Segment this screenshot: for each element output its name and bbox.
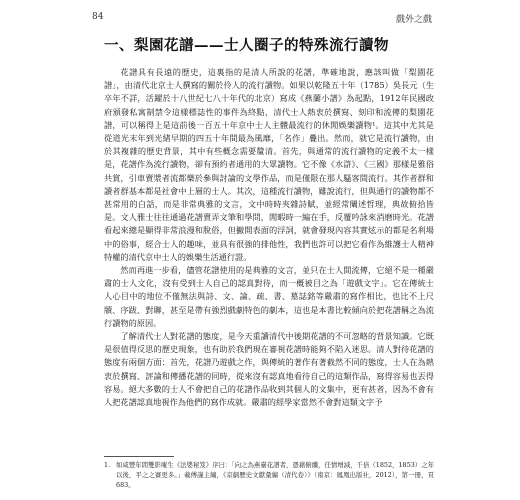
footnote (104, 460, 434, 490)
page-header (92, 12, 432, 26)
paragraph-3: 了解清代士人對花譜的態度，是今天重讀清代中後期花譜的不可忽略的背景知識。它既是很值得反思的歷史現象，也有助於我們現在審視花譜時能夠不陷入迷思。清人對待花譜的態度有兩個方面：首先，花譜乃遊戲之作，與傳統的著作有著截然不同的態度，士人在為熱衷於撰寫、評論和傳播花譜的同時，從來沒有認真地看待自己的這類作品，寫得容易也丟得容易。絕大多數的士人不會把自己的花譜作品收到其個人的文集中，更有甚者，因為不會有人把花譜認真地視作為他們的寫作成就。嚴肅的經學家當然不會對這類文字予 (104, 331, 434, 408)
running-title: 戲外之戲 (395, 15, 432, 25)
footnote-text: 如咸豐年間雙影庵生《法嬰秘笈》序曰：「向之為燕臺花譜者，憑藉俯纖，任情增減，千倍（1852，1853）之年以後，平之之賽更多。」載傅謹主編，《京劇歷史文獻彙編（清代卷）》（南京：鳳凰出版社，2012），第一冊，頁683。 (116, 461, 434, 489)
paragraph-2: 然而再進一步看，儘管花譜使用的是典雅的文言，並只在士人間流傳，它絕不是一種嚴肅的士人文化，沒有受到士人自己的認真對待，而一概被目之為「遊戲文字」。它在傳統士人心目中的地位不僅無法與詩、文、論、疏、書、墓誌銘等嚴肅的寫作相比，也比不上尺牘、序跋、對聯，甚至是帶有強烈戲劇特色的劇本，這也是本書比較傾向於把花譜稱之為流行讀物的原因。 (104, 265, 434, 328)
paragraph-1: 花譜具有長遠的歷史，這裏指的是清人所說的花譜，準確地說，應該叫做「梨園花譜」，由清代北京士人撰寫的關於伶人的流行讀物。如果以乾隆五十年（1785）吳長元（生卒年不詳，活躍於十八世紀七八十年代的北京）寫成《燕蘭小譜》為起點，1912年民國政府頒發私寓制禁令這樣標誌性的事件為終點，清代士人熱衷於撰寫、刻印和流傳的梨園花譜，可以稱得上是這前後一百五十年京中士人主體最流行的休閒娛樂讀物¹。這其中尤其是從道光末年到光緒早期的四五十年間最為風靡，「名作」疊出。然而，就它是流行讀物，由於其複雜的歷史背景，其中有些概念需要釐清。首先，與通常的流行讀物的定義不太一樣是，花譜作為流行讀物，卻有預約者通用的大眾讀物。它不像《水滸》、《三國》那樣是雅俗共賞，引車賣漿者流都樂於參與討論的文學作品，而是僅限在那人騷客間流行。其作者群和讀者群基本都是社會中上層的士人。其次，這種流行讀物，雖說流行，但與通行的讀物都不甚常用的白話，而是非常典雅的文言，文中時時夾雜詩賦，並經常闡述哲理，典故俯拾皆是。文人雅士往往通過花譜賣弄文筆和學問，閒暇時一編在手，反覆吟詠來消磨時光。花譜看起來總是顯得非常浪漫和脫俗，但撇開表面的浮詞，就會發現內容其實炫示的都是名利場中的俗事，經合士人的趣味，並具有很強的排他性，我們也許可以把它看作為維護士人精神特權的清代京中士人的娛樂生活通行證。 (104, 67, 434, 262)
page-number: 84 (92, 12, 104, 22)
section-title: 一、梨園花譜——士人圈子的特殊流行讀物 (104, 37, 389, 54)
body-text (104, 66, 434, 409)
footnote-divider (104, 456, 174, 457)
footnote-number: 1. (104, 461, 111, 469)
